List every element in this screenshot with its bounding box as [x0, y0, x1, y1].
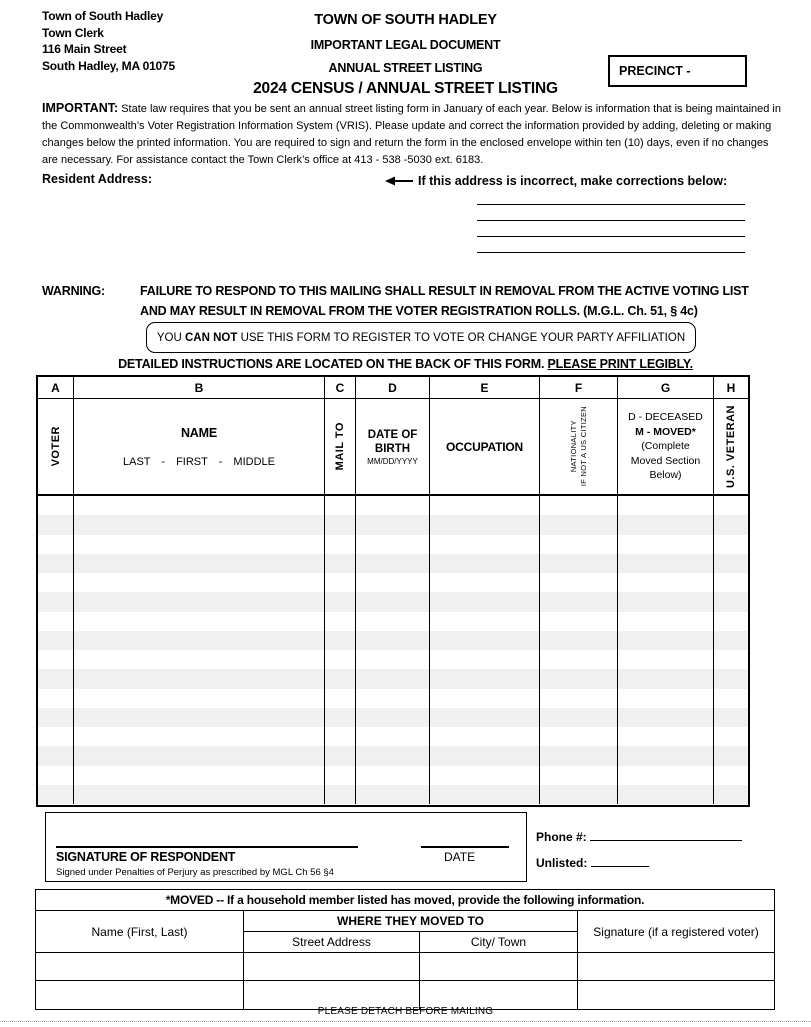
table-cell[interactable]: [430, 573, 540, 592]
column-letter: B: [74, 377, 325, 399]
table-cell[interactable]: [540, 515, 618, 534]
table-cell[interactable]: [74, 650, 325, 669]
table-cell[interactable]: [356, 535, 430, 554]
table-cell[interactable]: [74, 708, 325, 727]
table-cell[interactable]: [714, 785, 748, 804]
nationality-line1: NATIONALITY: [568, 420, 578, 473]
table-cell[interactable]: [38, 650, 74, 669]
table-cell[interactable]: [430, 708, 540, 727]
phone-line[interactable]: [590, 828, 742, 841]
moved-cell[interactable]: [36, 981, 244, 1009]
table-cell[interactable]: [714, 554, 748, 573]
table-cell[interactable]: [714, 631, 748, 650]
table-cell[interactable]: [430, 496, 540, 515]
column-letter: D: [356, 377, 430, 399]
table-cell[interactable]: [38, 727, 74, 746]
table-cell[interactable]: [714, 669, 748, 688]
unlisted-line[interactable]: [591, 854, 649, 867]
header-mail-to: [325, 399, 356, 496]
table-cell[interactable]: [38, 535, 74, 554]
header-voter: [38, 399, 74, 496]
table-cell[interactable]: [540, 689, 618, 708]
moved-label: M - MOVED*: [635, 425, 696, 438]
table-cell[interactable]: [540, 554, 618, 573]
table-cell[interactable]: [430, 650, 540, 669]
table-cell[interactable]: [618, 785, 714, 804]
table-row[interactable]: [38, 669, 748, 688]
table-row[interactable]: [38, 785, 748, 804]
table-cell[interactable]: [356, 554, 430, 573]
moved-cell[interactable]: [578, 981, 774, 1009]
resident-address-label: Resident Address:: [42, 172, 152, 186]
header-occupation: [430, 399, 540, 496]
name-label: NAME: [180, 425, 217, 440]
cannot-bold: CAN NOT: [185, 331, 238, 344]
instructions-line: [0, 357, 811, 371]
table-cell[interactable]: [430, 746, 540, 765]
table-cell[interactable]: [74, 554, 325, 573]
precinct-box[interactable]: [608, 55, 747, 87]
table-cell[interactable]: [74, 515, 325, 534]
table-cell[interactable]: [540, 766, 618, 785]
header-date-of-birth: [356, 399, 430, 496]
table-cell[interactable]: [540, 669, 618, 688]
table-cell[interactable]: [38, 515, 74, 534]
dob-label: DATE OF BIRTH: [367, 428, 418, 455]
table-cell[interactable]: [430, 689, 540, 708]
table-cell[interactable]: [38, 708, 74, 727]
detach-dotted-line: [0, 1021, 811, 1022]
table-cell[interactable]: [74, 631, 325, 650]
table-cell[interactable]: [74, 669, 325, 688]
table-cell[interactable]: [38, 554, 74, 573]
table-cell[interactable]: [618, 535, 714, 554]
table-row[interactable]: [38, 708, 748, 727]
moved-cell[interactable]: [578, 953, 774, 981]
table-cell[interactable]: [618, 592, 714, 611]
deceased-label: D - DECEASED: [628, 411, 703, 424]
street-listing-table: [36, 375, 750, 807]
table-cell[interactable]: [618, 650, 714, 669]
table-row[interactable]: [38, 515, 748, 534]
important-paragraph: [42, 100, 786, 169]
table-cell[interactable]: [356, 669, 430, 688]
table-cell[interactable]: [618, 669, 714, 688]
table-cell[interactable]: [325, 669, 356, 688]
table-row[interactable]: [38, 535, 748, 554]
header-name: [74, 399, 325, 496]
table-cell[interactable]: [714, 496, 748, 515]
moved-note-line2: Moved Section: [630, 454, 701, 467]
table-cell[interactable]: [74, 592, 325, 611]
return-address-line: South Hadley, MA 01075: [42, 58, 175, 73]
table-cell[interactable]: [430, 785, 540, 804]
table-cell[interactable]: [618, 554, 714, 573]
nationality-line2: IF NOT A US CITIZEN: [578, 406, 588, 487]
cannot-post: USE THIS FORM TO REGISTER TO VOTE OR CHANGE YOUR PARTY AFFILIATION: [237, 331, 686, 344]
signature-line[interactable]: [56, 846, 358, 848]
correction-lines: [477, 189, 745, 253]
warning-line-2: AND MAY RESULT IN REMOVAL FROM THE VOTER REGISTRATION ROLLS. (M.G.L. Ch. 51, § 4c): [140, 304, 698, 318]
table-cell[interactable]: [540, 727, 618, 746]
unlisted-row: [536, 850, 742, 876]
unlisted-label: Unlisted:: [536, 856, 588, 870]
table-cell[interactable]: [356, 612, 430, 631]
header-veteran: [714, 399, 748, 496]
table-cell[interactable]: [618, 708, 714, 727]
table-row[interactable]: [38, 766, 748, 785]
table-cell[interactable]: [325, 689, 356, 708]
table-cell[interactable]: [38, 573, 74, 592]
table-cell[interactable]: [74, 612, 325, 631]
table-cell[interactable]: [714, 727, 748, 746]
table-cell[interactable]: [74, 573, 325, 592]
table-cell[interactable]: [714, 612, 748, 631]
table-row[interactable]: [38, 631, 748, 650]
cannot-register-notice: [146, 322, 696, 353]
table-row[interactable]: [38, 592, 748, 611]
moved-header-signature: Signature (if a registered voter): [578, 911, 774, 953]
table-cell[interactable]: [714, 515, 748, 534]
table-cell[interactable]: [325, 708, 356, 727]
table-cell[interactable]: [356, 650, 430, 669]
column-letter: G: [618, 377, 714, 399]
table-row[interactable]: [38, 612, 748, 631]
table-cell[interactable]: [325, 592, 356, 611]
table-cell[interactable]: [325, 631, 356, 650]
table-cell[interactable]: [714, 650, 748, 669]
table-cell[interactable]: [325, 554, 356, 573]
moved-header-name: Name (First, Last): [36, 911, 244, 953]
table-cell[interactable]: [540, 650, 618, 669]
table-cell[interactable]: [356, 689, 430, 708]
table-cell[interactable]: [430, 727, 540, 746]
mail-to-label: MAIL TO: [334, 422, 346, 471]
table-cell[interactable]: [356, 708, 430, 727]
table-cell[interactable]: [74, 766, 325, 785]
table-cell[interactable]: [430, 515, 540, 534]
moved-cell[interactable]: [36, 953, 244, 981]
instructions-text: DETAILED INSTRUCTIONS ARE LOCATED ON THE BACK OF THIS FORM.: [118, 357, 548, 371]
table-cell[interactable]: [74, 535, 325, 554]
table-cell[interactable]: [618, 766, 714, 785]
table-cell[interactable]: [430, 631, 540, 650]
voter-label: VOTER: [49, 426, 62, 467]
table-cell[interactable]: [714, 592, 748, 611]
table-row[interactable]: [38, 746, 748, 765]
table-cell[interactable]: [356, 496, 430, 515]
table-cell[interactable]: [325, 727, 356, 746]
table-cell[interactable]: [38, 612, 74, 631]
table-cell[interactable]: [430, 612, 540, 631]
table-cell[interactable]: [38, 689, 74, 708]
signature-label: SIGNATURE OF RESPONDENT: [56, 850, 236, 864]
table-cell[interactable]: [714, 708, 748, 727]
moved-note-line1: (Complete: [641, 440, 690, 453]
table-cell[interactable]: [540, 592, 618, 611]
column-letter: H: [714, 377, 748, 399]
date-line[interactable]: [421, 846, 509, 848]
table-cell[interactable]: [38, 496, 74, 515]
table-cell[interactable]: [618, 612, 714, 631]
table-cell[interactable]: [325, 746, 356, 765]
table-cell[interactable]: [356, 573, 430, 592]
table-cell[interactable]: [540, 631, 618, 650]
table-cell[interactable]: [430, 592, 540, 611]
table-cell[interactable]: [618, 496, 714, 515]
table-cell[interactable]: [38, 785, 74, 804]
table-cell[interactable]: [430, 535, 540, 554]
correction-line[interactable]: [477, 237, 745, 253]
column-letter: E: [430, 377, 540, 399]
dob-format-label: MM/DD/YYYY: [367, 456, 418, 466]
table-cell[interactable]: [38, 766, 74, 785]
table-cell[interactable]: [356, 727, 430, 746]
moved-cell[interactable]: [420, 953, 578, 981]
table-cell[interactable]: [38, 746, 74, 765]
table-cell[interactable]: [540, 573, 618, 592]
table-cell[interactable]: [714, 535, 748, 554]
table-cell[interactable]: [618, 515, 714, 534]
warning-label: WARNING:: [42, 284, 105, 298]
table-cell[interactable]: [74, 496, 325, 515]
table-row[interactable]: [38, 496, 748, 515]
column-letter: A: [38, 377, 74, 399]
name-order-label: LAST - FIRST - MIDDLE: [122, 455, 275, 468]
cannot-pre: YOU: [156, 331, 185, 344]
table-cell[interactable]: [38, 669, 74, 688]
page-title: 2024 CENSUS / ANNUAL STREET LISTING: [253, 80, 558, 97]
moved-header-where: WHERE THEY MOVED TO: [244, 911, 578, 932]
phone-block: [536, 824, 742, 876]
return-address-line: Town Clerk: [42, 25, 104, 40]
table-cell[interactable]: [430, 669, 540, 688]
table-header-row: [38, 399, 748, 496]
table-cell[interactable]: [714, 766, 748, 785]
signature-box: [45, 812, 527, 882]
table-row[interactable]: [38, 554, 748, 573]
table-cell[interactable]: [618, 689, 714, 708]
moved-note-line3: Below): [649, 469, 682, 482]
table-cell[interactable]: [325, 650, 356, 669]
moved-header-city: City/ Town: [420, 932, 578, 953]
correction-line[interactable]: [477, 189, 745, 205]
correction-line[interactable]: [477, 221, 745, 237]
table-cell[interactable]: [540, 535, 618, 554]
table-cell[interactable]: [356, 746, 430, 765]
moved-cell[interactable]: [420, 981, 578, 1009]
table-row[interactable]: [38, 573, 748, 592]
table-cell[interactable]: [356, 592, 430, 611]
date-label: DATE: [444, 850, 476, 864]
moved-header-street: Street Address: [244, 932, 420, 953]
form-title: TOWN OF SOUTH HADLEY: [314, 12, 497, 28]
return-address-line: Town of South Hadley: [42, 9, 164, 23]
correction-note-text: If this address is incorrect, make corrections below:: [418, 174, 728, 188]
occupation-label: OCCUPATION: [446, 439, 523, 454]
important-label: IMPORTANT:: [42, 101, 119, 115]
header-nationality: [540, 399, 618, 496]
detach-note: PLEASE DETACH BEFORE MAILING: [317, 1006, 494, 1017]
table-cell[interactable]: [325, 785, 356, 804]
table-cell[interactable]: [325, 496, 356, 515]
print-legibly-text: PLEASE PRINT LEGIBLY.: [547, 357, 693, 371]
column-letter: C: [325, 377, 356, 399]
table-cell[interactable]: [325, 573, 356, 592]
table-body: [38, 496, 748, 804]
moved-table: [35, 889, 775, 1010]
table-cell[interactable]: [356, 515, 430, 534]
moved-title: *MOVED -- If a household member listed has moved, provide the following information.: [36, 890, 774, 911]
correction-note: [385, 174, 727, 188]
moved-cell[interactable]: [244, 981, 420, 1009]
table-cell[interactable]: [325, 766, 356, 785]
table-cell[interactable]: [618, 631, 714, 650]
form-subtitle-legal: IMPORTANT LEGAL DOCUMENT: [310, 38, 501, 52]
table-cell[interactable]: [618, 727, 714, 746]
table-cell[interactable]: [714, 689, 748, 708]
left-arrow-icon: [385, 175, 413, 187]
table-cell[interactable]: [325, 612, 356, 631]
table-cell[interactable]: [540, 612, 618, 631]
warning-text: [140, 281, 749, 321]
form-subtitle-listing: ANNUAL STREET LISTING: [328, 61, 483, 75]
veteran-label: U.S. VETERAN: [725, 404, 737, 488]
important-text: State law requires that you be sent an annual street listing form in January of each year. Below is information that is being maintained in the Commonwealth’s Voter Registration Information System (VRIS). Please update and correct the information provided by adding, deleting or making changes below the printed information. You are required to sign and return the form in the enclosed envelope within ten (10) days, even if no changes are necessary. For assistance contact the Town Clerk’s office at 413 - 538 -5030 ext. 6183.: [42, 103, 781, 166]
phone-row: [536, 824, 742, 850]
table-cell[interactable]: [540, 496, 618, 515]
warning-block: [42, 281, 749, 321]
table-cell[interactable]: [38, 631, 74, 650]
letters-row: [38, 377, 748, 399]
moved-cell[interactable]: [244, 953, 420, 981]
table-cell[interactable]: [38, 592, 74, 611]
table-cell[interactable]: [430, 554, 540, 573]
table-cell[interactable]: [618, 746, 714, 765]
table-row[interactable]: [38, 689, 748, 708]
column-letter: F: [540, 377, 618, 399]
table-cell[interactable]: [356, 766, 430, 785]
table-row[interactable]: [38, 650, 748, 669]
table-row[interactable]: [38, 727, 748, 746]
table-cell[interactable]: [74, 746, 325, 765]
table-cell[interactable]: [325, 515, 356, 534]
nationality-label: [569, 406, 589, 486]
table-cell[interactable]: [74, 785, 325, 804]
warning-line-1: FAILURE TO RESPOND TO THIS MAILING SHALL RESULT IN REMOVAL FROM THE ACTIVE VOTING LIST: [140, 284, 749, 298]
perjury-note: Signed under Penalties of Perjury as prescribed by MGL Ch 56 §4: [56, 867, 334, 878]
return-address-line: 116 Main Street: [42, 42, 127, 56]
table-cell[interactable]: [540, 708, 618, 727]
table-cell[interactable]: [74, 689, 325, 708]
table-cell[interactable]: [540, 785, 618, 804]
phone-label: Phone #:: [536, 830, 587, 844]
correction-line[interactable]: [477, 205, 745, 221]
table-cell[interactable]: [356, 785, 430, 804]
table-cell[interactable]: [430, 766, 540, 785]
table-cell[interactable]: [714, 746, 748, 765]
table-cell[interactable]: [618, 573, 714, 592]
table-cell[interactable]: [325, 535, 356, 554]
table-cell[interactable]: [714, 573, 748, 592]
table-cell[interactable]: [540, 746, 618, 765]
table-cell[interactable]: [356, 631, 430, 650]
table-cell[interactable]: [74, 727, 325, 746]
header-deceased-moved: [618, 399, 714, 496]
precinct-label: PRECINCT -: [619, 64, 691, 78]
